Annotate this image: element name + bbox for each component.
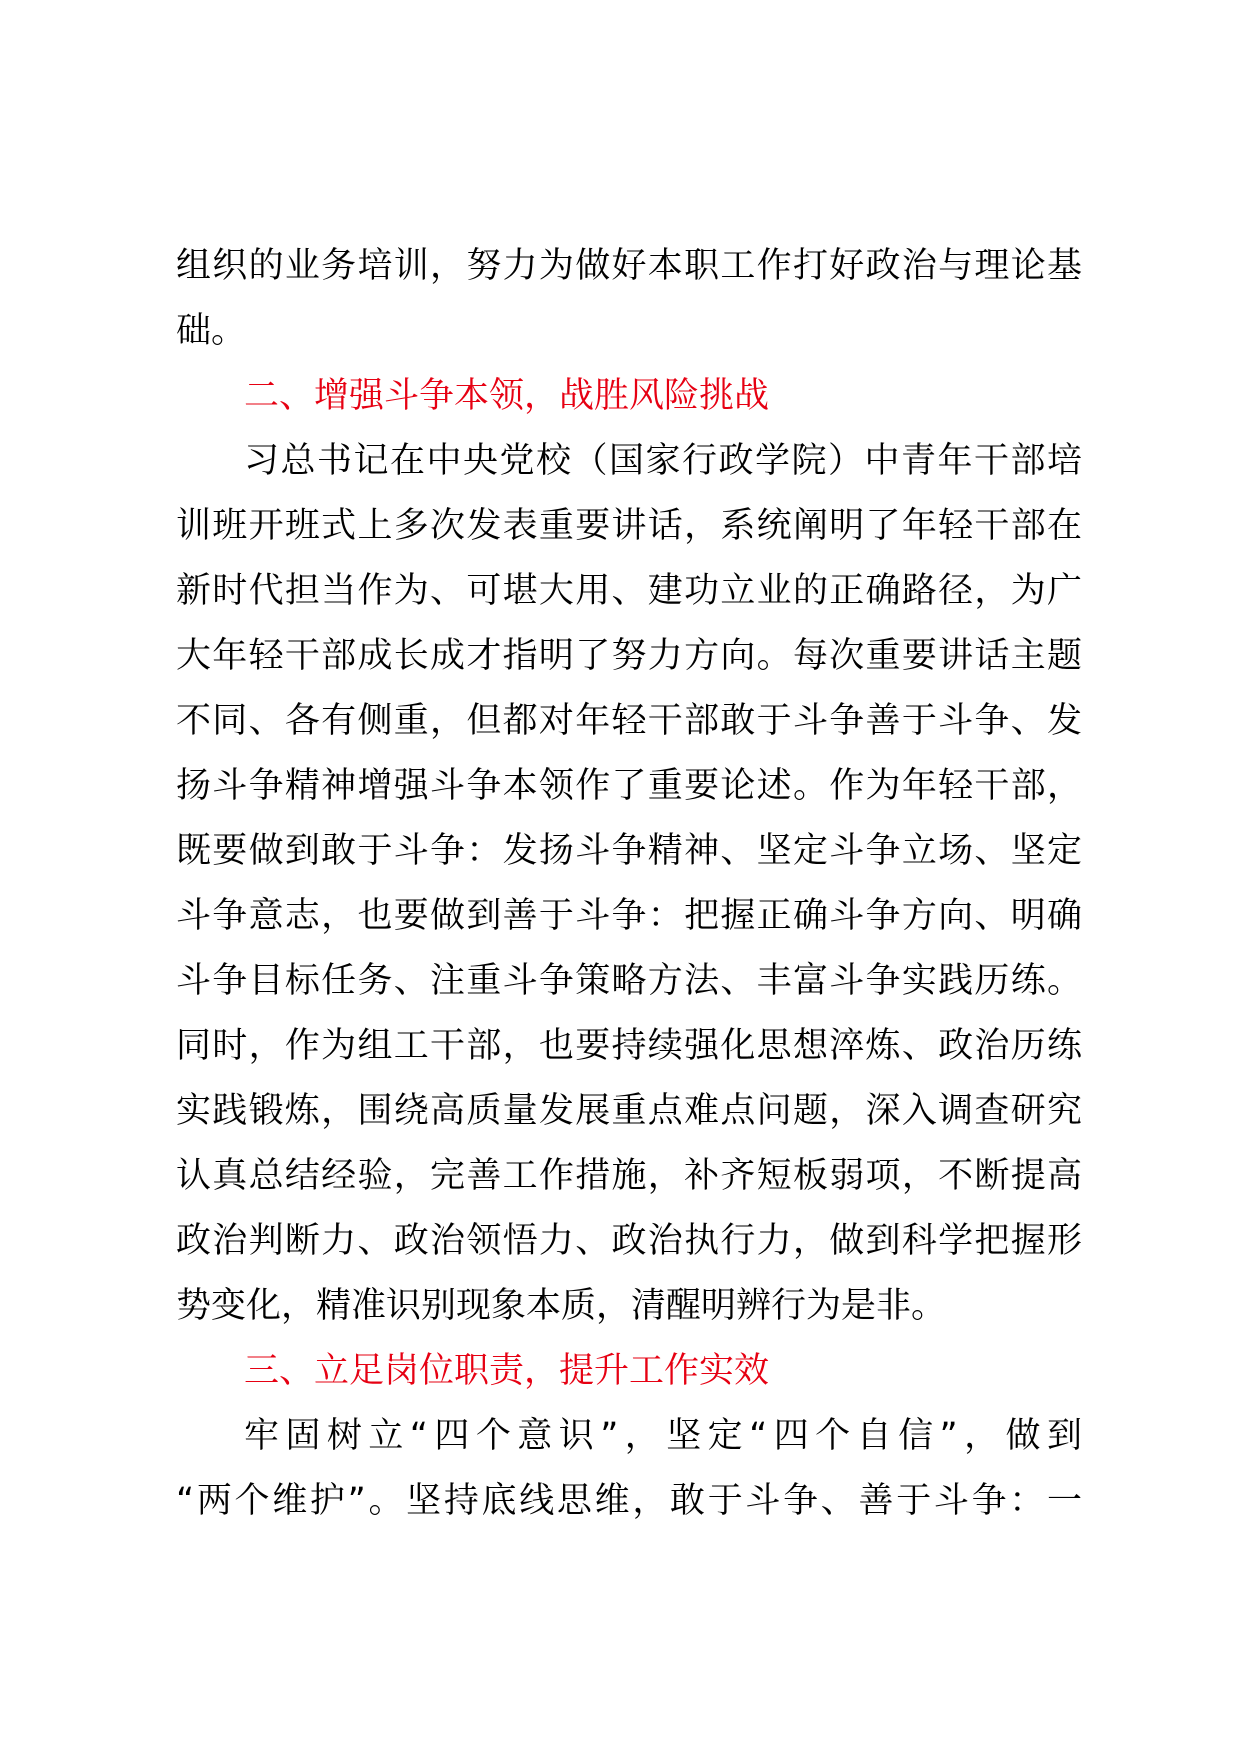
section-heading-2: 二、增强斗争本领，战胜风险挑战 (244, 376, 770, 416)
paragraph-section-2 (176, 429, 1082, 1339)
section-heading-3: 三、立足岗位职责，提升工作实效 (244, 1351, 770, 1391)
text-line: 同时，作为组工干部，也要持续强化思想淬炼、政治历练 (176, 1026, 1082, 1066)
paragraph-continued (176, 234, 1082, 364)
text-line: 新时代担当作为、可堪大用、建功立业的正确路径，为广 (176, 571, 1082, 611)
text-line: 牢固树立“四个意识”，坚定“四个自信”，做到 (244, 1416, 1082, 1456)
text-line: 习总书记在中央党校（国家行政学院）中青年干部培 (244, 441, 1082, 481)
text-line: 认真总结经验，完善工作措施，补齐短板弱项，不断提高 (176, 1156, 1082, 1196)
text-line: 大年轻干部成长成才指明了努力方向。每次重要讲话主题 (176, 636, 1082, 676)
text-line: 势变化，精准识别现象本质，清醒明辨行为是非。 (176, 1286, 947, 1326)
text-line: 训班开班式上多次发表重要讲话，系统阐明了年轻干部在 (176, 506, 1082, 546)
text-line: 斗争意志，也要做到善于斗争：把握正确斗争方向、明确 (176, 896, 1082, 936)
text-line: 政治判断力、政治领悟力、政治执行力，做到科学把握形 (176, 1221, 1082, 1261)
text-line: 础。 (176, 311, 247, 351)
text-line: 组织的业务培训，努力为做好本职工作打好政治与理论基 (176, 246, 1082, 286)
text-line: 既要做到敢于斗争：发扬斗争精神、坚定斗争立场、坚定 (176, 831, 1082, 871)
text-line: “两个维护”。坚持底线思维，敢于斗争、善于斗争：一 (176, 1481, 1082, 1521)
text-line: 实践锻炼，围绕高质量发展重点难点问题，深入调查研究 (176, 1091, 1082, 1131)
text-line: 不同、各有侧重，但都对年轻干部敢于斗争善于斗争、发 (176, 701, 1082, 741)
document-body (176, 234, 1082, 1534)
text-line: 扬斗争精神增强斗争本领作了重要论述。作为年轻干部， (176, 766, 1082, 806)
paragraph-section-3 (176, 1404, 1082, 1534)
text-line: 斗争目标任务、注重斗争策略方法、丰富斗争实践历练。 (176, 961, 1082, 1001)
